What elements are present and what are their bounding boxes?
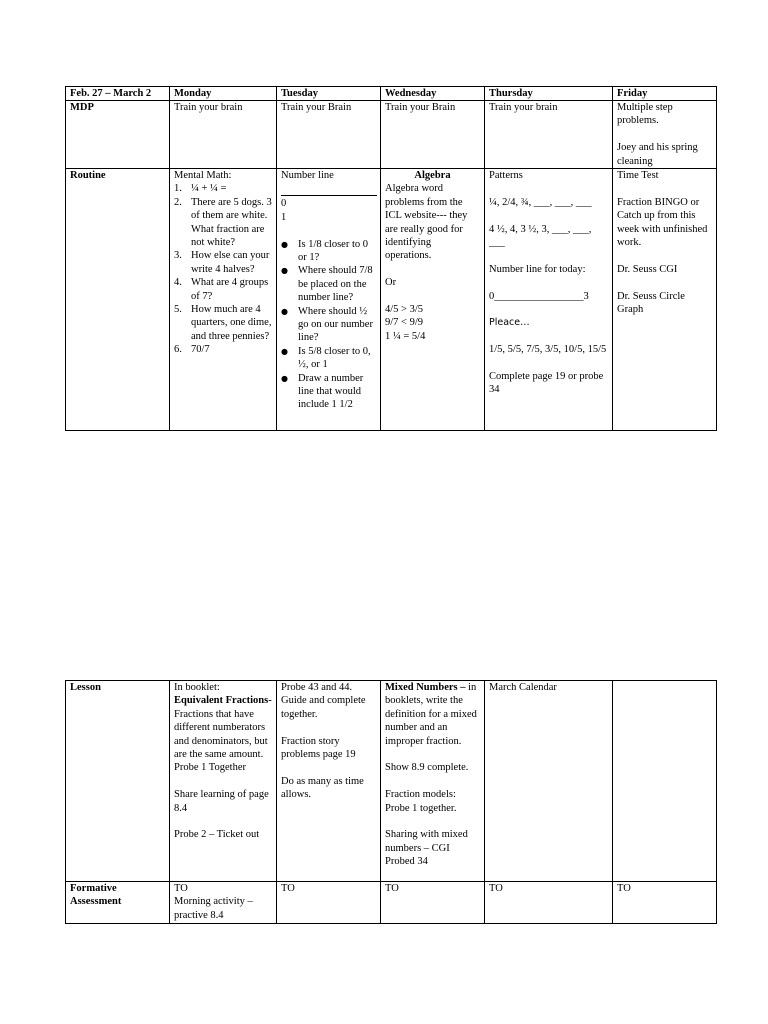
probe-2-text: Probe 2 – Ticket out — [174, 829, 260, 841]
fraction-sequence: 1/5, 5/5, 7/5, 3/5, 10/5, 15/5 — [489, 344, 607, 356]
formative-thursday: TO — [485, 882, 613, 924]
list-item: ● Where should 7/8 be placed on the number line? — [281, 265, 373, 304]
header-friday: Friday — [613, 87, 717, 101]
mdp-thursday: Train your brain — [485, 101, 613, 169]
number-line-drawing — [281, 182, 377, 196]
bullet-icon: ● — [281, 266, 288, 276]
schedule-table-week — [65, 86, 717, 431]
mixed-numbers-text: in booklets, write the definition for a mixed number and an improper fraction. — [385, 682, 477, 747]
lesson-tuesday — [277, 681, 381, 882]
formative-friday: TO — [613, 882, 717, 924]
row-label-mdp: MDP — [66, 87, 170, 169]
bullet-icon: ● — [281, 373, 288, 383]
lesson-thursday: March Calendar — [485, 681, 613, 882]
list-item: ● Is 1/8 closer to 0 or 1? — [281, 238, 368, 264]
pattern-2: 4 ½, 4, 3 ½, 3, ___, ___, ___ — [489, 223, 592, 248]
routine-friday — [613, 169, 717, 431]
mental-math-list — [174, 182, 272, 356]
mental-math-label: Mental Math: — [174, 170, 232, 181]
header-date-range: Feb. 27 – March 2 — [66, 87, 170, 101]
friday-time-test: Time Test — [617, 170, 659, 181]
header-wednesday: Wednesday — [381, 87, 485, 101]
algebra-line-1: 4/5 > 3/5 — [385, 304, 424, 316]
lesson-wednesday-line-3: Fraction models: Probe 1 together. — [385, 789, 457, 814]
pattern-1: ¼, 2/4, ¾, ___, ___, ___ — [489, 196, 592, 208]
list-item: 6. 70/7 — [174, 344, 210, 356]
please-text: Pleace… — [489, 317, 530, 329]
mdp-tuesday: Train your Brain — [277, 101, 381, 169]
lesson-monday — [170, 681, 277, 882]
friday-seuss-graph: Dr. Seuss Circle Graph — [617, 290, 685, 316]
number-line-zero: 0 — [281, 198, 287, 210]
equivalent-fractions-desc: Fractions that have different numberators and denominators, but are the same amount. — [174, 708, 268, 761]
mixed-numbers-heading: Mixed Numbers – — [385, 682, 466, 693]
list-item: ● Draw a number line that would include 1 1/2 — [281, 372, 364, 411]
number-line-questions — [281, 238, 376, 412]
bullet-icon: ● — [281, 346, 288, 356]
mdp-wednesday: Train your Brain — [381, 101, 485, 169]
lesson-wednesday-line-4: Sharing with mixed numbers – CGI Probed 34 — [385, 829, 468, 868]
friday-seuss-cgi: Dr. Seuss CGI — [617, 263, 678, 275]
list-item: 4. What are 4 groups of 7? — [174, 277, 269, 302]
lesson-tuesday-line-3: Do as many as time allows. — [281, 775, 364, 801]
list-item: ● Where should ½ go on our number line? — [281, 305, 373, 344]
mdp-monday: Train your brain — [170, 101, 277, 169]
probe-1-text: Probe 1 Together — [174, 762, 246, 774]
formative-monday-activity: Morning activity – practive 8.4 — [174, 896, 253, 921]
lesson-tuesday-line-2: Fraction story problems page 19 — [281, 735, 356, 761]
bullet-icon: ● — [281, 306, 288, 316]
number-line-today-label: Number line for today: — [489, 263, 586, 275]
list-item: 1. ¼ + ¼ = — [174, 183, 227, 195]
routine-monday — [170, 169, 277, 431]
equivalent-fractions-heading: Equivalent Fractions- — [174, 695, 272, 707]
row-label-formative-assessment: Formative Assessment — [66, 882, 170, 924]
mdp-friday-text-2: Joey and his spring cleaning — [617, 142, 698, 167]
lesson-tuesday-line-1: Probe 43 and 44. Guide and complete together. — [281, 682, 366, 720]
number-line-label: Number line — [281, 170, 334, 181]
formative-wednesday: TO — [381, 882, 485, 924]
algebra-or: Or — [385, 277, 397, 289]
header-thursday: Thursday — [485, 87, 613, 101]
schedule-table-lessons — [65, 680, 717, 924]
mixed-numbers-paragraph — [385, 681, 480, 748]
list-item: 5. How much are 4 quarters, one dime, and three pennies? — [174, 304, 272, 342]
algebra-text: Algebra word problems from the ICL website--- they are really good for identifying operations. — [385, 183, 468, 262]
routine-thursday — [485, 169, 613, 431]
friday-bingo: Fraction BINGO or Catch up from this week with unfinished work. — [617, 196, 708, 249]
lesson-wednesday-line-2: Show 8.9 complete. — [385, 762, 469, 774]
bullet-icon: ● — [281, 239, 288, 249]
complete-page-text: Complete page 19 or probe 34 — [489, 370, 604, 396]
row-label-routine: Routine — [66, 169, 170, 431]
number-line-one: 1 — [281, 211, 287, 223]
list-item: 2. There are 5 dogs. 3 of them are white. What fraction are not white? — [174, 196, 272, 249]
algebra-line-3: 1 ¼ = 5/4 — [385, 330, 426, 342]
routine-tuesday — [277, 169, 381, 431]
patterns-label: Patterns — [489, 170, 523, 181]
list-item: 3. How else can your write 4 halves? — [174, 250, 270, 275]
row-label-lesson: Lesson — [66, 681, 170, 882]
mdp-friday-text-1: Multiple step problems. — [617, 102, 673, 127]
header-tuesday: Tuesday — [277, 87, 381, 101]
list-item: ● Is 5/8 closer to 0, ½, or 1 — [281, 345, 371, 371]
formative-monday — [170, 882, 277, 924]
algebra-line-2: 9/7 < 9/9 — [385, 317, 424, 329]
header-monday: Monday — [170, 87, 277, 101]
number-line-today: 0_________________3 — [489, 290, 589, 302]
formative-tuesday: TO — [277, 882, 381, 924]
routine-wednesday — [381, 169, 485, 431]
lesson-friday — [613, 681, 717, 882]
lesson-monday-intro: In booklet: — [174, 682, 220, 693]
algebra-heading: Algebra — [414, 170, 451, 181]
lesson-wednesday — [381, 681, 485, 882]
mdp-friday — [613, 101, 717, 169]
formative-monday-to: TO — [174, 883, 188, 894]
share-learning-text: Share learning of page 8.4 — [174, 789, 269, 814]
